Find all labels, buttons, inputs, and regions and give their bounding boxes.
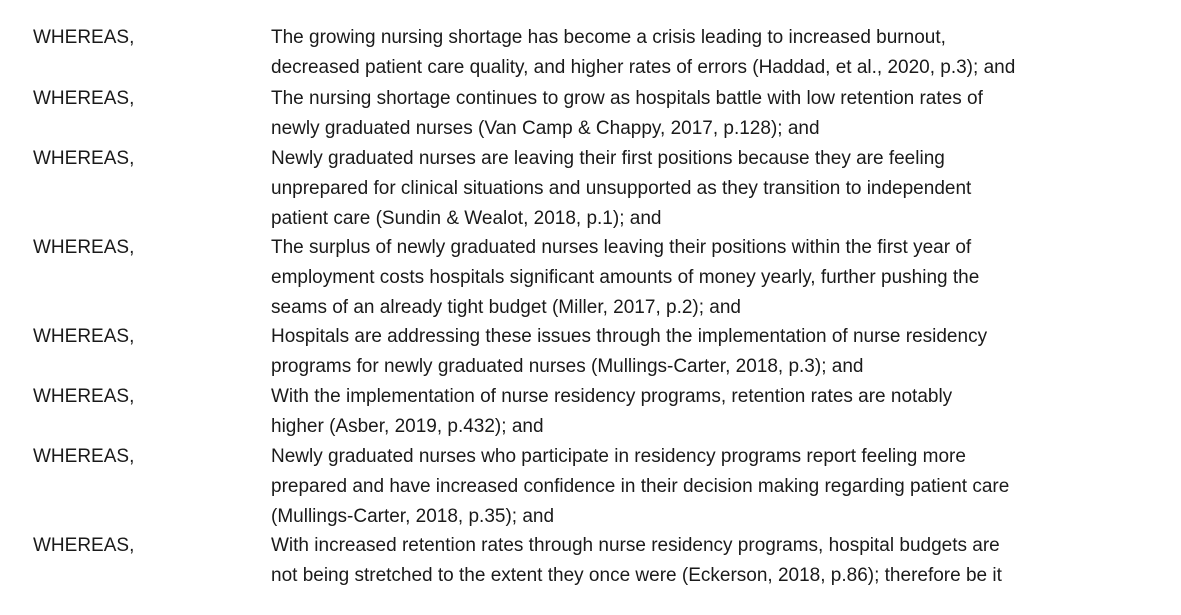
clause-label: WHEREAS, [33, 446, 135, 467]
clause-line: (Mullings-Carter, 2018, p.35); and [271, 506, 555, 527]
clause-text [271, 531, 1171, 591]
clause-text [271, 23, 1171, 83]
clause-line: higher (Asber, 2019, p.432); and [271, 416, 544, 437]
clause-line: The nursing shortage continues to grow as hospitals battle with low retention rates of [271, 88, 983, 109]
clause-line: Hospitals are addressing these issues through the implementation of nurse residency [271, 326, 988, 347]
clause-text [271, 144, 1171, 234]
clause-line: prepared and have increased confidence in their decision making regarding patient care [271, 476, 1010, 497]
clause-line: newly graduated nurses (Van Camp & Chappy, 2017, p.128); and [271, 118, 820, 139]
clause-label: WHEREAS, [33, 386, 135, 407]
clause-text [271, 233, 1171, 323]
clause-label: WHEREAS, [33, 326, 135, 347]
clause-text [271, 322, 1171, 382]
clause-line: Newly graduated nurses are leaving their first positions because they are feeling [271, 148, 945, 169]
clause-line: programs for newly graduated nurses (Mullings-Carter, 2018, p.3); and [271, 356, 864, 377]
clause-label: WHEREAS, [33, 88, 135, 109]
clause-line: With increased retention rates through nurse residency programs, hospital budgets are [271, 535, 1000, 556]
clause-label: WHEREAS, [33, 148, 135, 169]
clause-label: WHEREAS, [33, 27, 135, 48]
clause-line: unprepared for clinical situations and unsupported as they transition to independent [271, 178, 972, 199]
clause-text [271, 442, 1171, 532]
clause-line: decreased patient care quality, and higher rates of errors (Haddad, et al., 2020, p.3); and [271, 57, 1016, 78]
clause-line: seams of an already tight budget (Miller, 2017, p.2); and [271, 297, 741, 318]
clause-line: The growing nursing shortage has become a crisis leading to increased burnout, [271, 27, 946, 48]
clause-line: With the implementation of nurse residency programs, retention rates are notably [271, 386, 953, 407]
clause-text [271, 84, 1171, 144]
clause-text [271, 382, 1171, 442]
clause-label: WHEREAS, [33, 237, 135, 258]
clause-line: Newly graduated nurses who participate in residency programs report feeling more [271, 446, 966, 467]
clause-label: WHEREAS, [33, 535, 135, 556]
clause-line: patient care (Sundin & Wealot, 2018, p.1); and [271, 208, 662, 229]
clause-line: not being stretched to the extent they once were (Eckerson, 2018, p.86); therefore be it [271, 565, 1002, 586]
clause-line: employment costs hospitals significant amounts of money yearly, further pushing the [271, 267, 980, 288]
clause-line: The surplus of newly graduated nurses leaving their positions within the first year of [271, 237, 972, 258]
